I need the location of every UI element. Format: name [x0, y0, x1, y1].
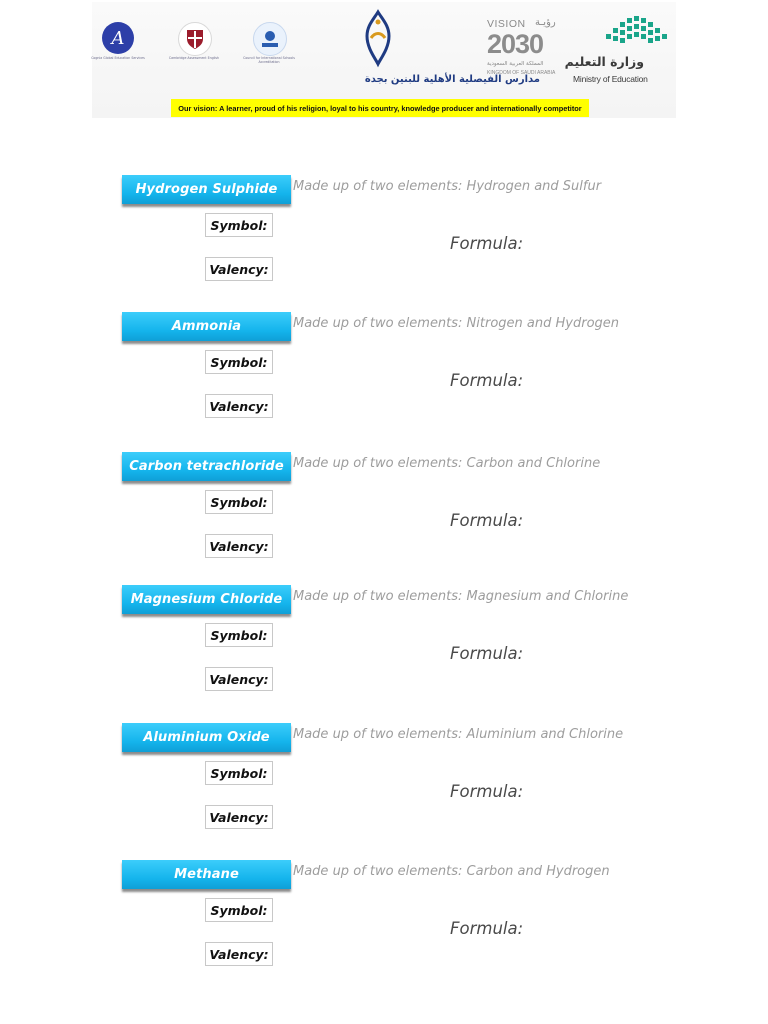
ministry-name-en: Ministry of Education	[573, 74, 648, 84]
compound-row	[0, 312, 768, 442]
compound-name: Methane	[122, 860, 291, 889]
vision-subtitle-en: KINGDOM OF SAUDI ARABIA	[487, 70, 556, 76]
compound-name: Hydrogen Sulphide	[122, 175, 291, 204]
vision-statement: Our vision: A learner, proud of his religion, loyal to his country, knowledge producer and internationally competitor	[171, 99, 589, 117]
compound-name: Aluminium Oxide	[122, 723, 291, 752]
school-calligraphy-logo	[353, 8, 403, 72]
logo-caption: Council for International Schools Accreditation	[243, 56, 295, 64]
compound-description: Made up of two elements: Aluminium and Chlorine	[293, 727, 624, 742]
vision-title-ar: رؤيـة	[535, 17, 556, 28]
compound-name: Magnesium Chloride	[122, 585, 291, 614]
compound-description: Made up of two elements: Magnesium and Chlorine	[293, 589, 629, 604]
svg-text:A: A	[111, 28, 125, 49]
valency-field[interactable]: Valency:	[205, 257, 273, 281]
compound-description: Made up of two elements: Carbon and Chlorine	[293, 456, 601, 471]
symbol-field[interactable]: Symbol:	[205, 490, 273, 514]
school-name: مدارس الفيصلية الأهلية للبنين بجدة	[364, 74, 540, 85]
worksheet-header	[92, 2, 676, 118]
vision-subtitle-ar: المملكة العربية السعودية	[487, 61, 544, 67]
symbol-field[interactable]: Symbol:	[205, 213, 273, 237]
compound-name: Carbon tetrachloride	[122, 452, 291, 481]
compound-row	[0, 175, 768, 305]
compound-description: Made up of two elements: Hydrogen and Sulfur	[293, 179, 602, 194]
valency-field[interactable]: Valency:	[205, 534, 273, 558]
compound-row	[0, 452, 768, 582]
compound-row	[0, 585, 768, 715]
compound-description: Made up of two elements: Nitrogen and Hydrogen	[293, 316, 620, 331]
vision-year: 2030	[487, 29, 544, 59]
logo-caption: Cognia Global Education Services	[91, 56, 145, 60]
logo-caption: Cambridge Assessment English	[168, 56, 220, 60]
symbol-field[interactable]: Symbol:	[205, 898, 273, 922]
formula-label: Formula:	[450, 371, 524, 390]
formula-label: Formula:	[450, 234, 524, 253]
symbol-field[interactable]: Symbol:	[205, 761, 273, 785]
ministry-dots-icon	[604, 14, 670, 46]
ministry-logo	[564, 14, 672, 90]
compound-description: Made up of two elements: Carbon and Hydrogen	[293, 864, 610, 879]
compound-row	[0, 723, 768, 853]
formula-label: Formula:	[450, 919, 524, 938]
vision-title: VISION	[487, 18, 526, 30]
formula-label: Formula:	[450, 782, 524, 801]
compound-row	[0, 860, 768, 990]
vision-2030-logo	[487, 18, 567, 80]
university-shield-logo	[168, 22, 220, 60]
ministry-name-ar: وزارة التعليم	[564, 54, 644, 69]
valency-field[interactable]: Valency:	[205, 394, 273, 418]
valency-field[interactable]: Valency:	[205, 942, 273, 966]
compound-name: Ammonia	[122, 312, 291, 341]
valency-field[interactable]: Valency:	[205, 667, 273, 691]
award-circle-logo	[243, 22, 295, 64]
cognia-a-logo	[91, 22, 145, 60]
formula-label: Formula:	[450, 644, 524, 663]
valency-field[interactable]: Valency:	[205, 805, 273, 829]
symbol-field[interactable]: Symbol:	[205, 350, 273, 374]
symbol-field[interactable]: Symbol:	[205, 623, 273, 647]
formula-label: Formula:	[450, 511, 524, 530]
